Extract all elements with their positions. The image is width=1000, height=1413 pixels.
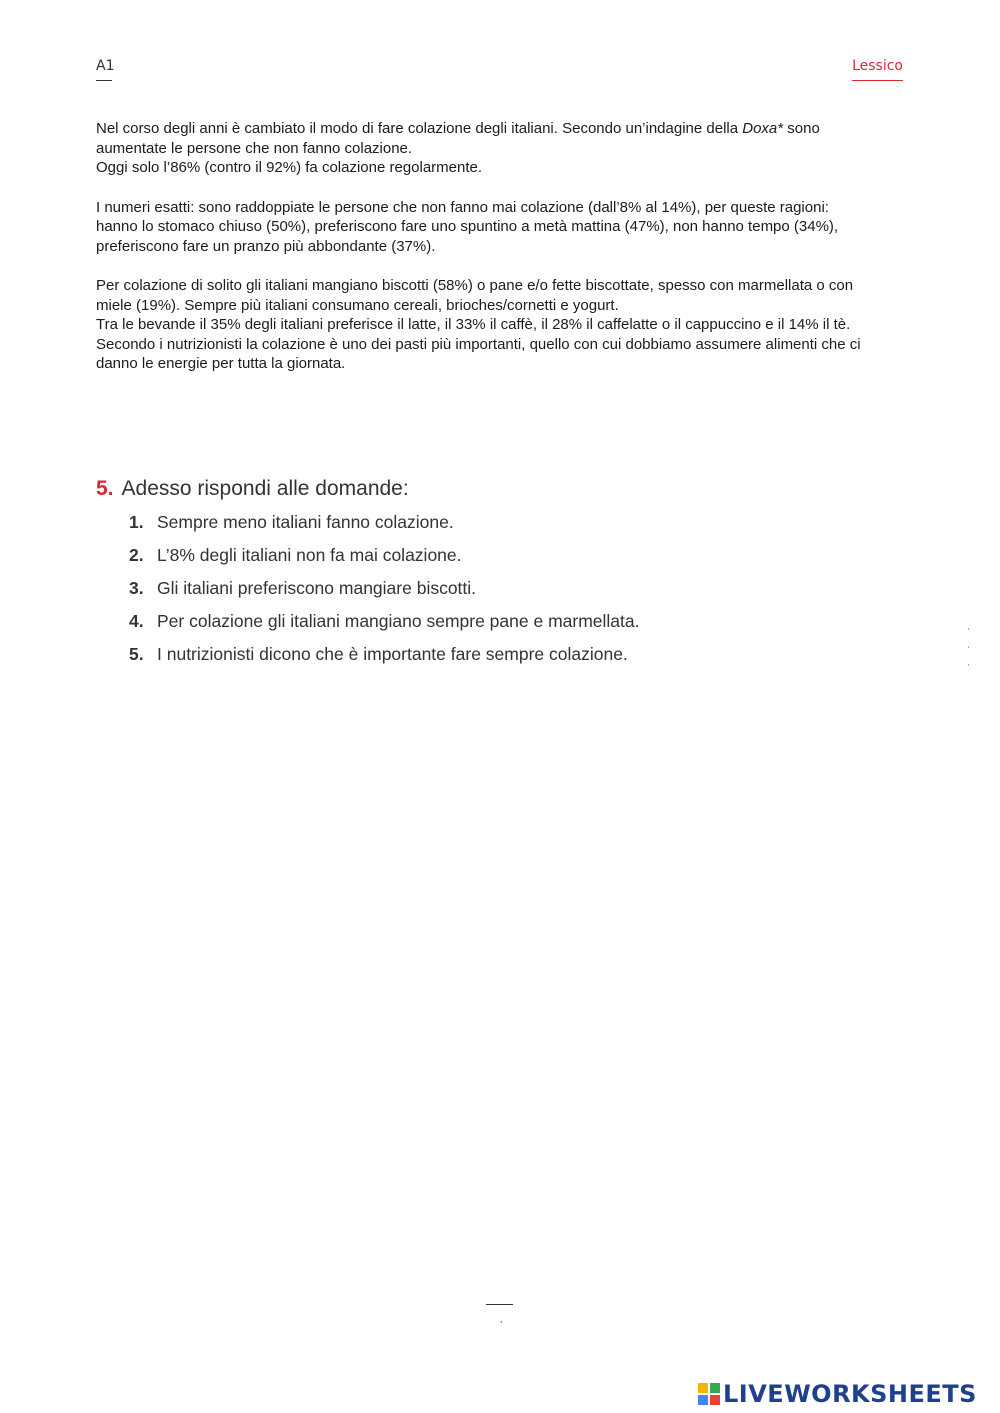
article-line: Secondo i nutrizionisti la colazione è uno dei pasti più importanti, quello con cui dobbiamo assumere alimenti che ci <box>96 335 861 353</box>
liveworksheets-brand[interactable] <box>698 1379 977 1409</box>
margin-mark <box>968 628 969 630</box>
exercise-number: 5. <box>96 477 114 500</box>
article-text <box>96 119 966 394</box>
question-item <box>129 541 916 574</box>
question-item <box>129 508 916 541</box>
article-line: Tra le bevande il 35% degli italiani preferisce il latte, il 33% il caffè, il 28% il caffelatte o il cappuccino e il 14% il tè. <box>96 316 851 333</box>
article-line: aumentate le persone che non fanno colazione. <box>96 139 413 157</box>
article-line: miele (19%). Sempre più italiani consumano cereali, brioches/cornetti e yogurt. <box>96 296 619 314</box>
article-line: Per colazione di solito gli italiani mangiano biscotti (58%) o pane e/o fette biscottate, spesso con marmellata o con <box>96 277 854 294</box>
margin-marks <box>968 628 971 682</box>
level-underline <box>96 80 112 81</box>
question-number: 4. <box>129 611 144 631</box>
exercise-5 <box>96 475 916 673</box>
question-list <box>96 508 916 673</box>
question-number: 3. <box>129 578 144 598</box>
section-label: Lessico <box>852 58 903 74</box>
article-text-span: Nel corso degli anni è cambiato il modo di fare colazione degli italiani. Secondo un’indagine della <box>96 120 743 137</box>
liveworksheets-logo-icon <box>698 1383 720 1405</box>
article-line: danno le energie per tutta la giornata. <box>96 355 346 372</box>
question-text: Gli italiani preferiscono mangiare biscotti. <box>157 578 477 598</box>
exercise-title: Adesso rispondi alle domande: <box>121 477 409 500</box>
exercise-heading <box>96 475 916 503</box>
doxa-italic: Doxa* <box>742 120 784 137</box>
article-line <box>96 119 966 139</box>
article-line: I numeri esatti: sono raddoppiate le persone che non fanno mai colazione (dall’8% al 14%), per queste ragioni: <box>96 198 829 216</box>
article-line: Oggi solo l’86% (contro il 92%) fa colazione regolarmente. <box>96 159 483 176</box>
footer-mark: ’ <box>500 1320 503 1331</box>
question-text: Per colazione gli italiani mangiano sempre pane e marmellata. <box>157 611 640 631</box>
question-number: 1. <box>129 512 144 532</box>
question-text: Sempre meno italiani fanno colazione. <box>157 512 454 532</box>
question-item <box>129 640 916 673</box>
article-paragraph-3 <box>96 276 966 374</box>
level-label: A1 <box>96 58 115 74</box>
footer-rule <box>486 1304 513 1305</box>
margin-mark <box>968 664 969 666</box>
question-number: 5. <box>129 644 144 664</box>
question-item <box>129 574 916 607</box>
brand-name: LIVEWORKSHEETS <box>723 1380 977 1408</box>
question-item <box>129 607 916 640</box>
question-text: I nutrizionisti dicono che è importante fare sempre colazione. <box>157 644 628 664</box>
article-paragraph-2 <box>96 198 966 257</box>
article-paragraph-1 <box>96 119 966 178</box>
article-line: preferiscono fare un pranzo più abbondante (37%). <box>96 237 436 255</box>
question-text: L’8% degli italiani non fa mai colazione. <box>157 545 462 565</box>
section-underline <box>852 80 903 81</box>
article-text-span: sono <box>783 120 820 137</box>
margin-mark <box>968 646 969 648</box>
question-number: 2. <box>129 545 144 565</box>
article-line: hanno lo stomaco chiuso (50%), preferiscono fare uno spuntino a metà mattina (47%), non hanno tempo (34%), <box>96 218 839 235</box>
